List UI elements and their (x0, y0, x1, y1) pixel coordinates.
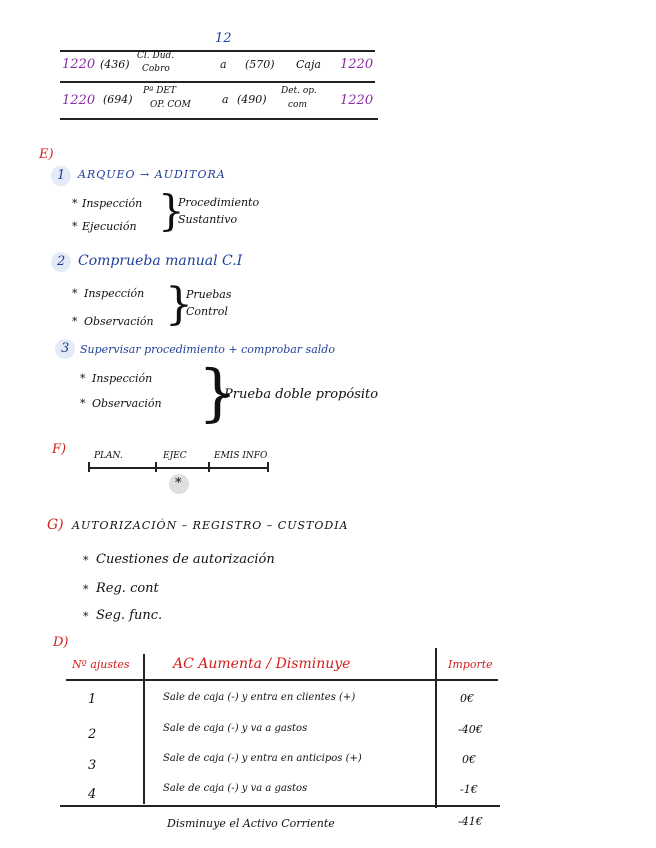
journal-row-1-name-1: Cl. Dud. (137, 51, 175, 61)
table-total-description: Disminuye el Activo Corriente (167, 817, 335, 830)
section-g-label: G) (47, 517, 64, 533)
timeline-tick (267, 462, 269, 472)
table-row-4-description: Sale de caja (-) y va a gastos (163, 783, 308, 794)
section-e-item-2-number: 2 (57, 254, 66, 269)
table-row-4-number: 4 (88, 787, 97, 802)
section-e-item-1-bullet-2: Ejecución (82, 220, 137, 233)
table-row-3-description: Sale de caja (-) y entra en anticipos (+) (163, 753, 362, 764)
table-row-3-number: 3 (88, 758, 97, 773)
bullet-icon: * (83, 610, 89, 623)
journal-row-2-amount-right: 1220 (340, 93, 374, 108)
table-header-adjustments: Nº ajustes (72, 658, 130, 671)
section-e-item-3-bullet-1: Inspección (92, 372, 153, 385)
timeline-tick (208, 462, 210, 472)
timeline-label-ejec: EJEC (163, 451, 187, 461)
table-row-2-amount: -40€ (458, 723, 483, 736)
table-total-rule (60, 805, 500, 807)
section-e-item-3-bullet-2: Observación (92, 397, 162, 410)
section-e-item-1-bullet-1: Inspección (82, 197, 143, 210)
journal-row-2-name-2: OP. COM (150, 100, 191, 110)
journal-row-2-amount-left: 1220 (62, 93, 96, 108)
timeline-tick (88, 462, 90, 472)
table-header-description: AC Aumenta / Disminuye (173, 656, 351, 672)
section-g-bullet-3: Seg. func. (96, 608, 163, 623)
table-row-2-description: Sale de caja (-) y va a gastos (163, 723, 308, 734)
brace-icon: } (158, 186, 185, 235)
journal-number: 12 (215, 31, 232, 46)
section-e-item-2-bullet-2: Observación (84, 315, 154, 328)
section-e-item-1-brace-text-2: Sustantivo (178, 213, 238, 226)
table-row-4-amount: -1€ (460, 783, 478, 796)
journal-row-2-code: (694) (103, 93, 133, 106)
section-e-item-1-brace-text-1: Procedimiento (178, 196, 260, 209)
bullet-icon: * (83, 554, 89, 567)
section-e-item-1-title: ARQUEO → AUDITORA (78, 168, 226, 181)
journal-row-1-amount-left: 1220 (62, 57, 96, 72)
section-e-item-3-number: 3 (61, 341, 70, 356)
bullet-icon: * (80, 397, 86, 410)
journal-row-1-amount-right: 1220 (340, 57, 374, 72)
table-row-1-amount: 0€ (460, 692, 474, 705)
journal-mid-rule (60, 81, 375, 83)
journal-row-1-a: a (220, 58, 227, 71)
table-total-amount: -41€ (458, 815, 483, 828)
timeline-label-plan: PLAN. (94, 451, 123, 461)
table-header-amount: Importe (448, 658, 493, 671)
bullet-icon: * (72, 315, 78, 328)
journal-row-1-code: (436) (100, 58, 130, 71)
bullet-icon: * (72, 287, 78, 300)
table-row-1-description: Sale de caja (-) y entra en clientes (+) (163, 692, 356, 703)
section-e-item-2-bullet-1: Inspección (84, 287, 145, 300)
table-header-rule (66, 679, 498, 681)
timeline-axis (88, 467, 268, 469)
section-e-item-2-brace-text-1: Pruebas (186, 288, 232, 301)
bullet-icon: * (72, 197, 78, 210)
journal-row-2-a: a (222, 93, 229, 106)
table-row-3-amount: 0€ (462, 753, 476, 766)
bullet-icon: * (83, 583, 89, 596)
section-g-title: AUTORIZACIÓN – REGISTRO – CUSTODIA (72, 519, 349, 532)
section-g-bullet-2: Reg. cont (96, 581, 159, 596)
section-g-bullet-1: Cuestiones de autorización (96, 552, 275, 567)
journal-top-rule (60, 50, 375, 52)
brace-icon: } (198, 356, 238, 429)
section-e-item-1-number: 1 (57, 168, 66, 183)
journal-row-2-counter-name-2: com (288, 100, 307, 110)
bullet-icon: * (72, 220, 78, 233)
journal-row-1-counter-code: (570) (245, 58, 275, 71)
section-e-item-2-brace-text-2: Control (186, 305, 228, 318)
journal-row-2-counter-name-1: Det. op. (281, 86, 317, 96)
section-f-label: F) (52, 442, 67, 457)
section-e-item-3-brace-text: Prueba doble propósito (224, 387, 379, 402)
section-e-item-2-title: Comprueba manual C.I (78, 253, 243, 269)
table-column-divider (143, 654, 145, 804)
journal-row-1-name-2: Cobro (142, 64, 170, 74)
journal-row-1-counter-name: Caja (296, 58, 321, 71)
brace-icon: } (165, 279, 193, 330)
timeline-tick (155, 462, 157, 472)
timeline-label-emis-info: EMIS INFO (214, 451, 268, 461)
section-e-item-3-title: Supervisar procedimiento + comprobar saldo (80, 343, 335, 356)
journal-bottom-rule (60, 118, 378, 120)
table-column-divider (435, 648, 437, 808)
section-d-label: D) (53, 635, 69, 650)
table-row-2-number: 2 (88, 727, 97, 742)
journal-row-2-name-1: Pª DET (143, 86, 176, 96)
bullet-icon: * (80, 372, 86, 385)
table-row-1-number: 1 (88, 692, 97, 707)
section-e-label: E) (39, 147, 54, 162)
timeline-marker: * (175, 476, 182, 491)
journal-row-2-counter-code: (490) (237, 93, 267, 106)
